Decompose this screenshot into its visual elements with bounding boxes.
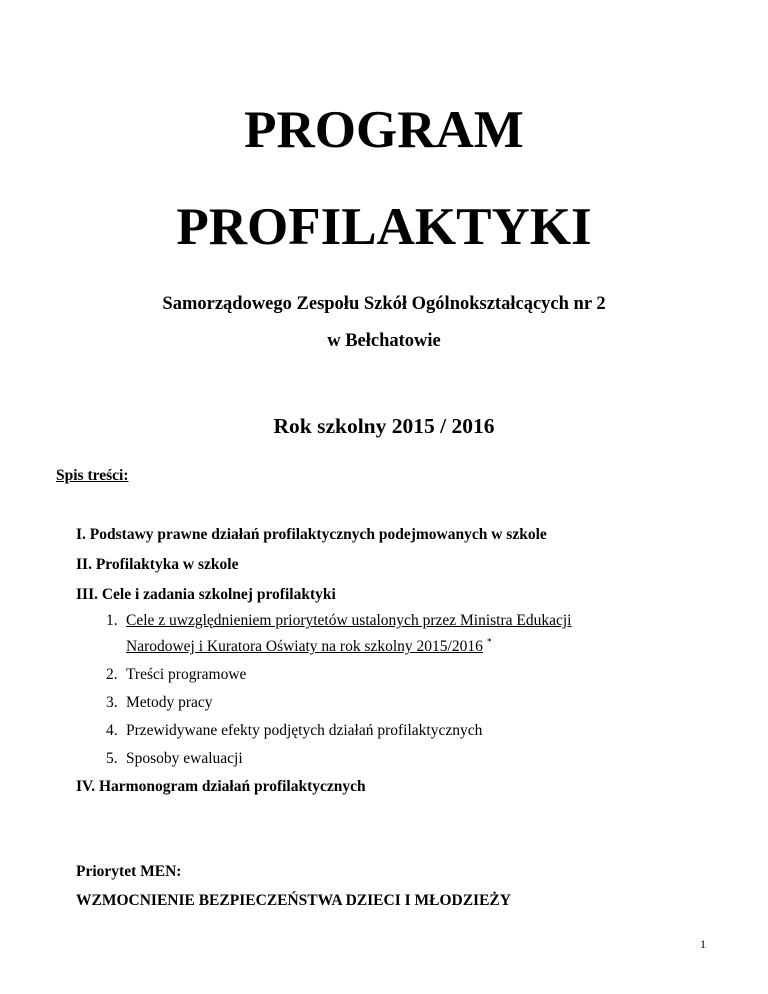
toc-section-4: IV. Harmonogram działań profilaktycznych [76,778,366,795]
toc-subsection-text: Przewidywane efekty podjętych działań profilaktycznych [126,722,483,739]
priority-text: WZMOCNIENIE BEZPIECZEŃSTWA DZIECI I MŁODZIEŻY [76,892,511,909]
toc-subsection-1 [106,613,571,629]
title-line-2: PROFILAKTYKI [176,198,592,256]
toc-section-1: I. Podstawy prawne działań profilaktycznych podejmowanych w szkole [76,526,547,543]
toc-subsection-number: 4. [106,722,118,739]
toc-subsection-text: Treści programowe [126,666,247,683]
toc-subsection-text: Sposoby ewaluacji [126,750,243,767]
toc-section-2: II. Profilaktyka w szkole [76,556,239,573]
school-city: w Bełchatowie [327,331,441,351]
toc-subsection-number: 1. [106,612,118,629]
toc-subsection-text-cont: Narodowej i Kuratora Oświaty na rok szkolny 2015/2016 [126,638,483,655]
school-name: Samorządowego Zespołu Szkół Ogólnokształcących nr 2 [162,294,606,314]
toc-subsection-number: 3. [106,694,118,711]
toc-subsection-number: 2. [106,666,118,683]
toc-subsection-2 [106,667,246,683]
priority-label: Priorytet MEN: [76,863,182,880]
toc-subsection-number: 5. [106,750,118,767]
toc-subsection-text: Cele z uwzględnieniem priorytetów ustalonych przez Ministra Edukacji [126,612,572,629]
footnote-marker: * [486,636,492,648]
toc-subsection-3 [106,695,213,711]
school-year: Rok szkolny 2015 / 2016 [273,414,495,438]
toc-section-3: III. Cele i zadania szkolnej profilaktyki [76,586,336,603]
page-number: 1 [700,937,706,951]
toc-subsection-4 [106,723,482,739]
toc-subsection-text: Metody pracy [126,694,213,711]
title-line-1: PROGRAM [244,101,524,159]
toc-subsection-5 [106,751,243,767]
toc-subsection-1-continuation [126,636,492,655]
toc-heading: Spis treści: [56,467,129,484]
